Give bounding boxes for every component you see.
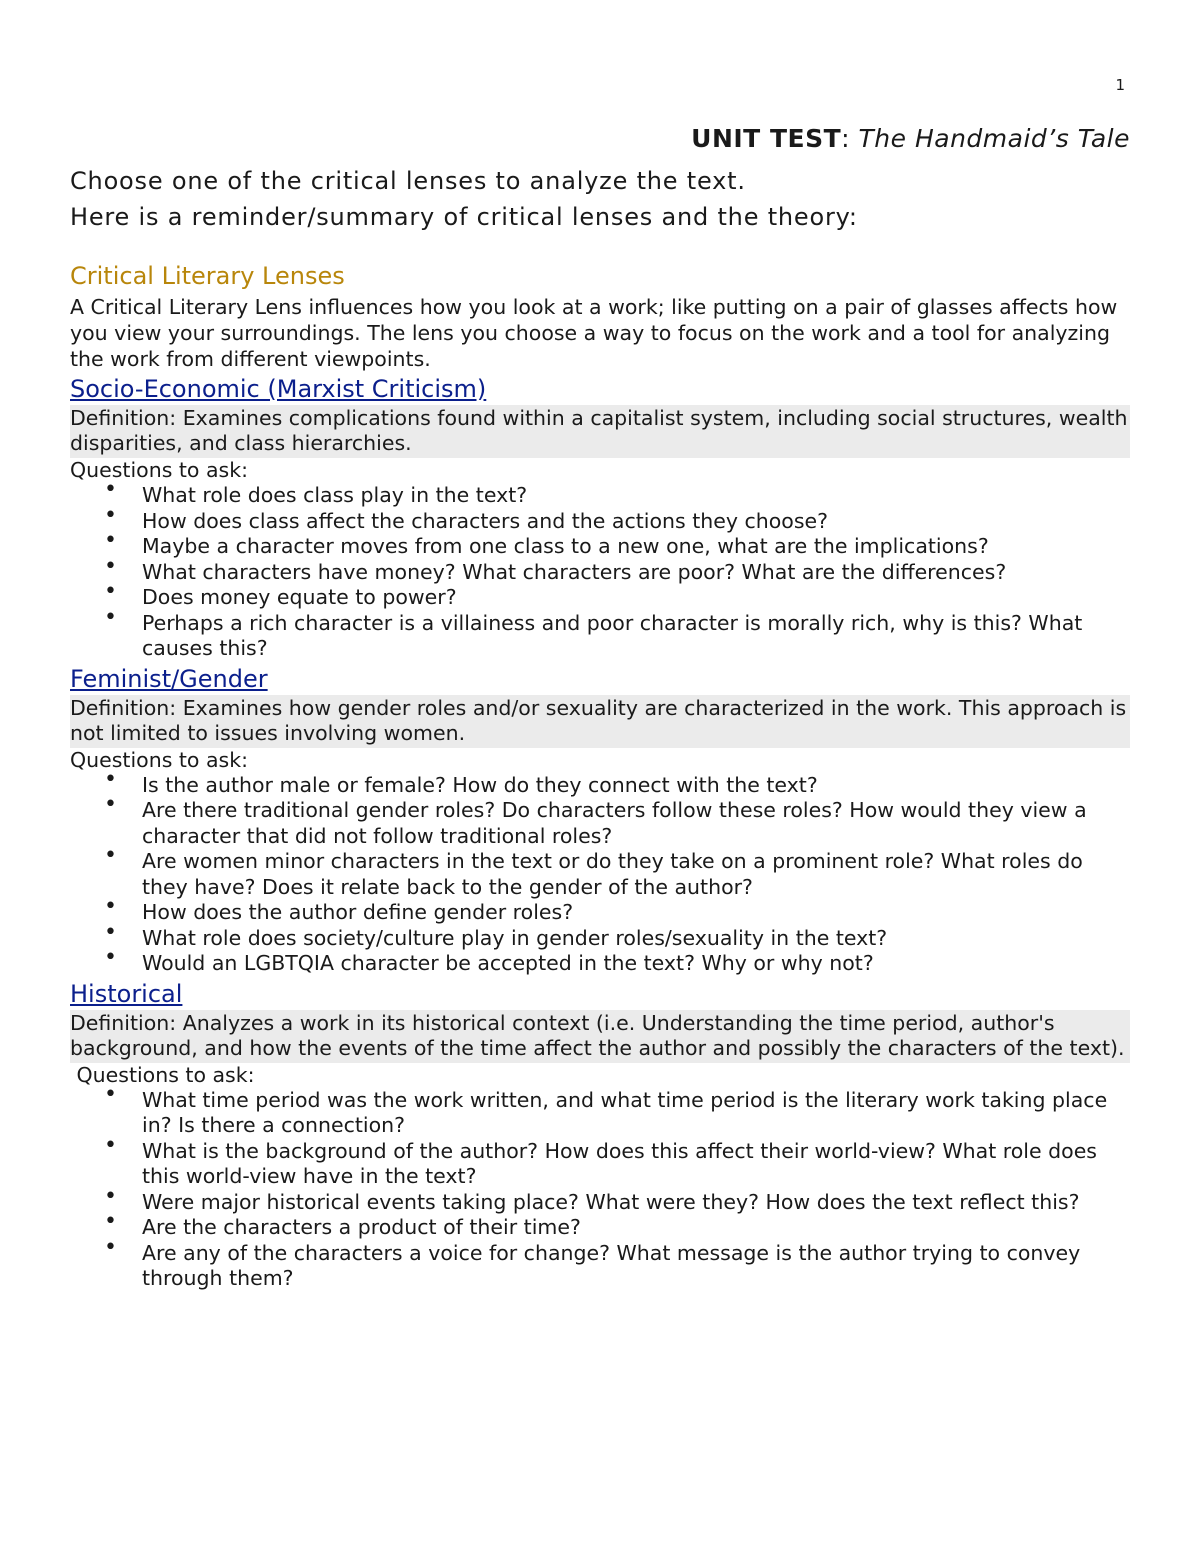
bullet-icon: • <box>104 1183 117 1209</box>
unit-test-title <box>691 124 1130 153</box>
lenses-content <box>70 262 1130 1292</box>
list-item: • What time period was the work written, and what time period is the literary work taking place in? Is there a connection? <box>104 1081 1108 1137</box>
section-definition: Definition: Analyzes a work in its historical context (i.e. Understanding the time period, author's background, and how the events of the time affect the author and possibly the characters of the text). <box>70 1010 1130 1063</box>
lenses-description: A Critical Literary Lens influences how you look at a work; like putting on a pair of glasses affects how you view your surroundings. The lens you choose a way to focus on the work and a tool for analyzing the work from different viewpoints. <box>70 295 1118 371</box>
questions-label: Questions to ask: <box>70 747 249 772</box>
unit-test-label: UNIT TEST <box>691 124 842 153</box>
question-list <box>70 766 1130 977</box>
unit-test-colon: : <box>841 124 859 153</box>
bullet-icon: • <box>104 792 117 817</box>
bullet-icon: • <box>104 919 117 945</box>
list-item: • What characters have money? What characters are poor? What are the differences? <box>104 553 1007 584</box>
section-heading-feminist[interactable]: Feminist/Gender <box>70 664 268 693</box>
list-item: • Were major historical events taking place? What were they? How does the text reflect this? <box>104 1183 1080 1214</box>
section-definition: Definition: Examines how gender roles and/or sexuality are characterized in the work. This approach is not limited to issues involving women. <box>70 695 1130 748</box>
bullet-icon: • <box>104 553 117 579</box>
bullet-icon: • <box>104 579 117 604</box>
section-heading-historical[interactable]: Historical <box>70 979 183 1008</box>
intro-line-1: Choose one of the critical lenses to analyze the text. <box>70 167 746 195</box>
bullet-icon: • <box>104 604 117 630</box>
lenses-heading: Critical Literary Lenses <box>70 262 345 290</box>
bullet-icon: • <box>104 766 117 792</box>
questions-label: Questions to ask: <box>70 458 249 482</box>
bullet-icon: • <box>104 477 117 502</box>
bullet-icon: • <box>104 843 117 868</box>
book-title: The Handmaid’s Tale <box>858 124 1130 153</box>
bullet-icon: • <box>104 1081 117 1107</box>
question-list <box>70 1081 1130 1292</box>
list-item: • What role does class play in the text? <box>104 477 528 507</box>
list-item: • Would an LGBTQIA character be accepted in the text? Why or why not? <box>104 945 874 975</box>
section-definition: Definition: Examines complications found within a capitalist system, including social structures, wealth disparities, and class hierarchies. <box>70 405 1130 458</box>
bullet-icon: • <box>104 1209 117 1234</box>
list-item: • Are women minor characters in the text or do they take on a prominent role? What roles do they have? Does it relate back to the gender of the author? <box>104 843 1083 899</box>
list-item: • How does class affect the characters and the actions they choose? <box>104 502 829 533</box>
page-number: 1 <box>1115 76 1125 94</box>
list-item: • Does money equate to power? <box>104 579 457 609</box>
question-list <box>70 477 1130 662</box>
bullet-icon: • <box>104 1132 117 1158</box>
list-item: • How does the author define gender roles? <box>104 894 574 924</box>
bullet-icon: • <box>104 894 117 919</box>
list-item: • Are the characters a product of their time? <box>104 1209 581 1239</box>
list-item: • Maybe a character moves from one class to a new one, what are the implications? <box>104 528 989 558</box>
section-heading-marxist[interactable]: Socio-Economic (Marxist Criticism) <box>70 375 487 403</box>
list-item: • What role does society/culture play in gender roles/sexuality in the text? <box>104 919 888 950</box>
list-item: • Are there traditional gender roles? Do characters follow these roles? How would they view a character that did not follow traditional roles? <box>104 792 1087 848</box>
bullet-icon: • <box>104 502 117 528</box>
bullet-icon: • <box>104 945 117 970</box>
list-item: • Is the author male or female? How do they connect with the text? <box>104 766 818 797</box>
bullet-icon: • <box>104 1234 117 1260</box>
list-item: • Perhaps a rich character is a villainess and poor character is morally rich, why is this? What causes this? <box>104 604 1083 660</box>
questions-label: Questions to ask: <box>70 1062 255 1087</box>
intro-line-2: Here is a reminder/summary of critical lenses and the theory: <box>70 203 858 231</box>
list-item: • What is the background of the author? How does this affect their world-view? What role does this world-view have in the text? <box>104 1132 1097 1188</box>
intro-instructions <box>70 163 858 235</box>
bullet-icon: • <box>104 528 117 553</box>
list-item: • Are any of the characters a voice for change? What message is the author trying to convey through them? <box>104 1234 1081 1290</box>
